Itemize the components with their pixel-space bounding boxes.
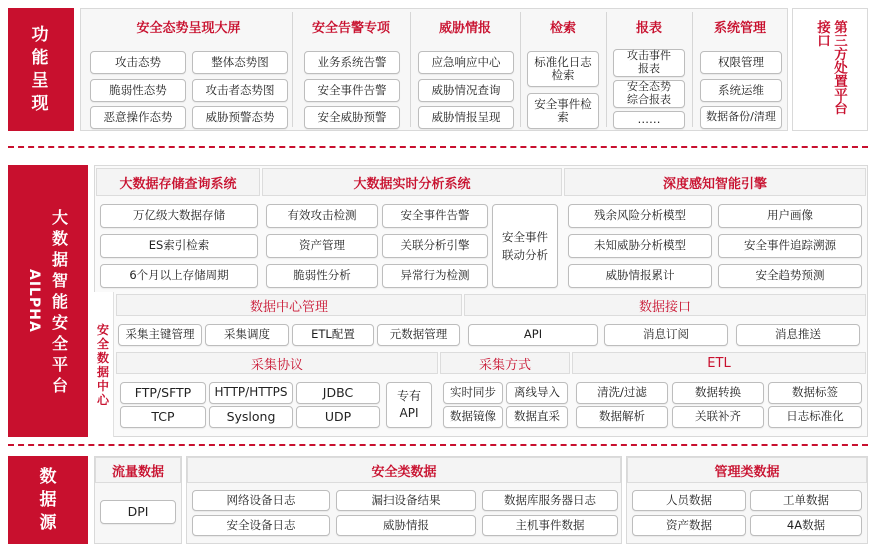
item-db-server-logs: 数据库服务器日志 [482, 490, 618, 511]
item-http-https: HTTP/HTTPS [209, 382, 293, 404]
hdr-management-data: 管理类数据 [627, 457, 867, 483]
item-event-traceback: 安全事件追踪溯源 [718, 234, 862, 258]
col-header-sysmgmt: 系统管理 [713, 20, 766, 36]
divider-bottom [8, 444, 868, 446]
col-header-reports: 报表 [635, 20, 662, 36]
hdr-collection-method: 采集方式 [440, 352, 570, 374]
divider-top [8, 146, 868, 148]
item-threat-intel-display: 威胁情报呈现 [418, 106, 514, 129]
hdr-data-center-mgmt: 数据中心管理 [116, 294, 462, 316]
platform-name: 大数据智能安全平台 [51, 207, 68, 395]
item-security-event-search: 安全事件检索 [527, 93, 599, 129]
hdr-deep-perception: 深度感知智能引擎 [564, 168, 866, 196]
col-header-threat-intel: 威胁情报 [438, 20, 491, 36]
item-trillion-storage: 万亿级大数据存储 [100, 204, 258, 228]
item-syslong: Syslong [209, 406, 293, 428]
item-system-ops: 系统运维 [700, 79, 782, 102]
item-personnel-data: 人员数据 [632, 490, 746, 511]
item-business-alert: 业务系统告警 [304, 51, 400, 74]
item-residual-risk-model: 残余风险分析模型 [568, 204, 712, 228]
item-etl-config: ETL配置 [292, 324, 374, 346]
hdr-security-data: 安全类数据 [187, 457, 621, 483]
col-divider [692, 12, 693, 127]
item-data-transform: 数据转换 [672, 382, 764, 404]
data-center-side [94, 292, 114, 437]
item-security-threat-warning: 安全威胁预警 [304, 106, 400, 129]
item-log-normalize: 日志标准化 [768, 406, 862, 428]
functions-side-label: 功能呈现 [8, 8, 74, 131]
item-message-push: 消息推送 [736, 324, 860, 346]
hdr-collection-protocol: 采集协议 [116, 352, 438, 374]
item-4a-data: 4A数据 [750, 515, 862, 536]
item-event-linkage-analysis: 安全事件联动分析 [492, 204, 558, 288]
item-clean-filter: 清洗/过滤 [576, 382, 668, 404]
item-emergency-response: 应急响应中心 [418, 51, 514, 74]
item-attack-event-report: 攻击事件报表 [613, 49, 685, 77]
item-collection-schedule: 采集调度 [205, 324, 289, 346]
item-data-tag: 数据标签 [768, 382, 862, 404]
item-asset-mgmt: 资产管理 [266, 234, 378, 258]
item-direct-collect: 数据直采 [506, 406, 568, 428]
hdr-realtime-analysis: 大数据实时分析系统 [262, 168, 562, 196]
col-divider [292, 12, 293, 127]
item-vuln-scan-results: 漏扫设备结果 [336, 490, 476, 511]
item-security-event-alert: 安全事件告警 [382, 204, 488, 228]
item-user-profile: 用户画像 [718, 204, 862, 228]
item-data-backup-cleanup: 数据备份/清理 [700, 106, 782, 129]
hdr-etl: ETL [572, 352, 866, 374]
item-es-index-search: ES索引检索 [100, 234, 258, 258]
platform-side-label [8, 165, 88, 437]
item-correlation-engine: 关联分析引擎 [382, 234, 488, 258]
col-header-search: 检索 [549, 20, 576, 36]
item-effective-attack-detect: 有效攻击检测 [266, 204, 378, 228]
item-dpi: DPI [100, 500, 176, 524]
third-party-panel [792, 8, 868, 131]
item-vulnerability-situation: 脆弱性态势 [90, 79, 186, 102]
item-ftp-sftp: FTP/SFTP [120, 382, 206, 404]
item-attack-situation: 攻击态势 [90, 51, 186, 74]
item-threat-intelligence: 威胁情报 [336, 515, 476, 536]
item-realtime-sync: 实时同步 [443, 382, 503, 404]
item-overall-situation-map: 整体态势图 [192, 51, 288, 74]
hdr-traffic-data: 流量数据 [95, 457, 181, 483]
datasource-side-label: 数据源 [8, 456, 88, 544]
item-normalized-log-search: 标准化日志检索 [527, 51, 599, 87]
item-association-fill: 关联补齐 [672, 406, 764, 428]
item-data-mirror: 数据镜像 [443, 406, 503, 428]
col-divider [520, 12, 521, 127]
item-udp: UDP [296, 406, 380, 428]
item-unknown-threat-model: 未知威胁分析模型 [568, 234, 712, 258]
item-jdbc: JDBC [296, 382, 380, 404]
item-security-overview-report: 安全态势综合报表 [613, 80, 685, 108]
col-header-alerts: 安全告警专项 [311, 20, 390, 36]
hdr-storage-query: 大数据存储查询系统 [96, 168, 260, 196]
item-ticket-data: 工单数据 [750, 490, 862, 511]
col-header-situation: 安全态势呈现大屏 [136, 20, 241, 36]
item-proprietary-api: 专有API [386, 382, 432, 428]
item-offline-import: 离线导入 [506, 382, 568, 404]
item-security-trend-forecast: 安全趋势预测 [718, 264, 862, 288]
ailpha-label: AILPHA [26, 269, 42, 333]
item-host-event-data: 主机事件数据 [482, 515, 618, 536]
item-collector-key-mgmt: 采集主键管理 [118, 324, 202, 346]
item-threat-query: 威胁情况查询 [418, 79, 514, 102]
item-attacker-situation-map: 攻击者态势图 [192, 79, 288, 102]
data-center-label: 安全数据中心 [97, 322, 110, 407]
hdr-data-interface: 数据接口 [464, 294, 866, 316]
item-security-event-alert: 安全事件告警 [304, 79, 400, 102]
item-tcp: TCP [120, 406, 206, 428]
item-six-month-retention: 6个月以上存储周期 [100, 264, 258, 288]
third-party-interface-label: 第三方处置平台接口 [814, 19, 847, 114]
item-malicious-op-situation: 恶意操作态势 [90, 106, 186, 129]
item-reports-more: …… [613, 111, 685, 129]
item-asset-data: 资产数据 [632, 515, 746, 536]
item-threat-intel-accum: 威胁情报累计 [568, 264, 712, 288]
item-anomaly-detect: 异常行为检测 [382, 264, 488, 288]
item-permission-mgmt: 权限管理 [700, 51, 782, 74]
item-threat-warning-situation: 威胁预警态势 [192, 106, 288, 129]
item-data-parse: 数据解析 [576, 406, 668, 428]
item-metadata-mgmt: 元数据管理 [377, 324, 460, 346]
item-security-device-logs: 安全设备日志 [192, 515, 330, 536]
item-api: API [468, 324, 598, 346]
item-vuln-analysis: 脆弱性分析 [266, 264, 378, 288]
item-message-subscribe: 消息订阅 [604, 324, 728, 346]
col-divider [606, 12, 607, 127]
item-network-device-logs: 网络设备日志 [192, 490, 330, 511]
col-divider [410, 12, 411, 127]
